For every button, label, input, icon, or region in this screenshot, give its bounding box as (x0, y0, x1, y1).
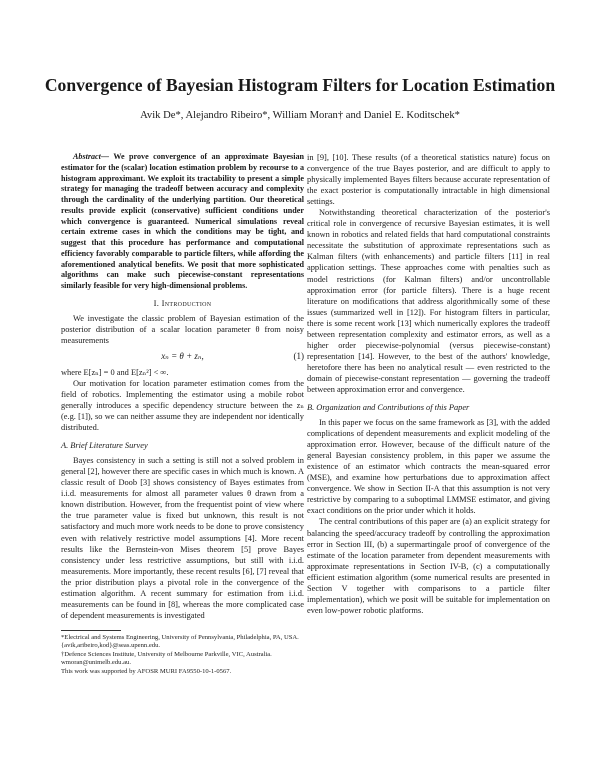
literature-paragraph: Bayes consistency in such a setting is still not a solved problem in general [2], however there are specific cases in which much is known. A classic result of Doob [3] shows consistency of Bayes estimates from i.i.d. measurements for almost all parameter values θ drawn from a known distribution. However, from the frequentist point of view where the true parameter value is fixed but unknown, this result is not satisfactory and much more work needs to be done to prove consistency even with relatively restrictive model assumptions [4]. More recent results like the Bernstein-von Mises theorem [5] prove Bayes consistency under less restrictive assumptions, but still with i.i.d. measurements. More importantly, these recent results [6], [7] reveal that the prior distribution plays a pivotal role in the convergence of the estimation algorithm. A recent summary for estimation from i.i.d. measurements can be found in [8], whereas the more complicated case of dependent measurements is investigated (61, 456, 304, 620)
equation-1-number: (1) (293, 350, 304, 361)
footnote-funding: This work was supported by AFOSR MURI FA9550-10-1-0567. (61, 667, 232, 675)
subsection-heading-organization: B. Organization and Contributions of this Paper (307, 403, 470, 413)
intro-paragraph-1-continued: where E[zₙ] = 0 and E[zₙ²] < ∞. (61, 367, 169, 377)
contributions-paragraph: The central contributions of this paper are (a) an explicit strategy for balancing the speed/accuracy tradeoff by controlling the approximation error in Section III, (b) a supermartingale proof of convergence of the estimate of the location parameter from dependent measurements with approximate representations in Section IV-B, (c) a computationally efficient estimation algorithm (some numerical results are presented in Section V together with comparisons to a particle filter implementation), which we posit will be suitable for implementation on even low-power robotic platforms. (307, 517, 550, 615)
abstract (61, 152, 304, 292)
footnote-affiliation-penn: *Electrical and Systems Engineering, University of Pennsylvania, Philadelphia, PA, USA. {avik,aribeiro,kod}@seas.upenn.edu. (61, 633, 299, 650)
footnote-divider (61, 630, 121, 631)
right-column (307, 152, 550, 616)
section-heading-introduction: I. Introduction (153, 297, 212, 308)
paper-title: Convergence of Bayesian Histogram Filters for Location Estimation (44, 75, 556, 95)
author-list: Avik De*, Alejandro Ribeiro*, William Moran† and Daniel E. Koditschek* (140, 110, 460, 121)
abstract-label: Abstract (73, 152, 101, 161)
equation-1 (61, 349, 304, 364)
left-column (61, 152, 304, 676)
organization-paragraph-1: In this paper we focus on the same framework as [3], with the added complications of dependent measurements and explicit modeling of the approximation error. However, because of the difficult nature of the general Bayesian consistency problem, in this paper we assume the existence of an estimator which contracts the mean-squared error (MSE), and examine how perturbations due to approximation affect convergence. We show in Section II-A that this assumption is not very restrictive by comparing to a suboptimal LMMSE estimator, and giving exact conditions on the prior under which it holds. (307, 418, 550, 516)
intro-paragraph-1: We investigate the classic problem of Bayesian estimation of the posterior distribution of a scalar location parameter θ from noisy measurements (61, 313, 304, 345)
approximation-paragraph: Notwithstanding theoretical characterization of the posterior's critical role in convergence of recursive Bayesian estimates, it is well known in robotics and related fields that hard computational constraints necessitate the substitution of approximate representations such as Kalman filters (with enhancements) and particle filters [11] in real application settings. These approaches come with penalties such as model restrictions (for Kalman filters) and/or uncontrollable approximation error (for particle filters). There is a huge recent literature on modifications that address algorithmically some of these issues (summarized well in [12]). For histogram filters in particular, there is some recent work [13] which numerically explores the tradeoff between representation complexity and estimator errors, as well as a higher order piecewise-polynomial (versus piecewise-constant) representation [14]. However, to the best of the authors' knowledge, heretofore there has been no analytical result — even restricted to the domain of piecewise-constant representation — governing the tradeoff between approximation error and convergence. (307, 208, 550, 394)
literature-paragraph-continued: in [9], [10]. These results (of a theoretical statistics nature) focus on convergence of the true Bayes posterior, and are difficult to apply to physically implemented Bayes filters because accurate representation of the exact posterior is computationally intractable in high dimensional settings. (307, 153, 550, 207)
abstract-text: — We prove convergence of an approximate Bayesian estimator for the (scalar) location estimation problem by recourse to a histogram approximant. We exploit its tractability to present a simple strategy for managing the tradeoff between accuracy and complexity through the cardinality of the underlying partition. Our theoretical results provide explicit (conservative) sufficient conditions under which convergence is guaranteed. Numerical simulations reveal certain extreme cases in which the conditions may be tight, and suggest that this procedure has performance and computational efficiency favorably comparable to particle filters, while affording the aforementioned analytical benefits. We posit that more sophisticated algorithms can make such piecewise-constant representations similarly feasible for very high-dimensional problems. (61, 152, 304, 290)
footnote-affiliation-melbourne: †Defence Sciences Institute, University of Melbourne Parkville, VIC, Australia. wmoran@unimelb.edu.au. (61, 650, 272, 667)
equation-1-expression: xₙ = θ + zₙ, (161, 350, 204, 361)
subsection-heading-literature: A. Brief Literature Survey (61, 441, 148, 451)
intro-paragraph-2: Our motivation for location parameter estimation comes from the field of robotics. Implementing the estimator using a mobile robot generally introduces a specific dependency structure between the zₙ (e.g. [1]), so we can neither assume they are independent nor identically distributed. (61, 378, 304, 433)
